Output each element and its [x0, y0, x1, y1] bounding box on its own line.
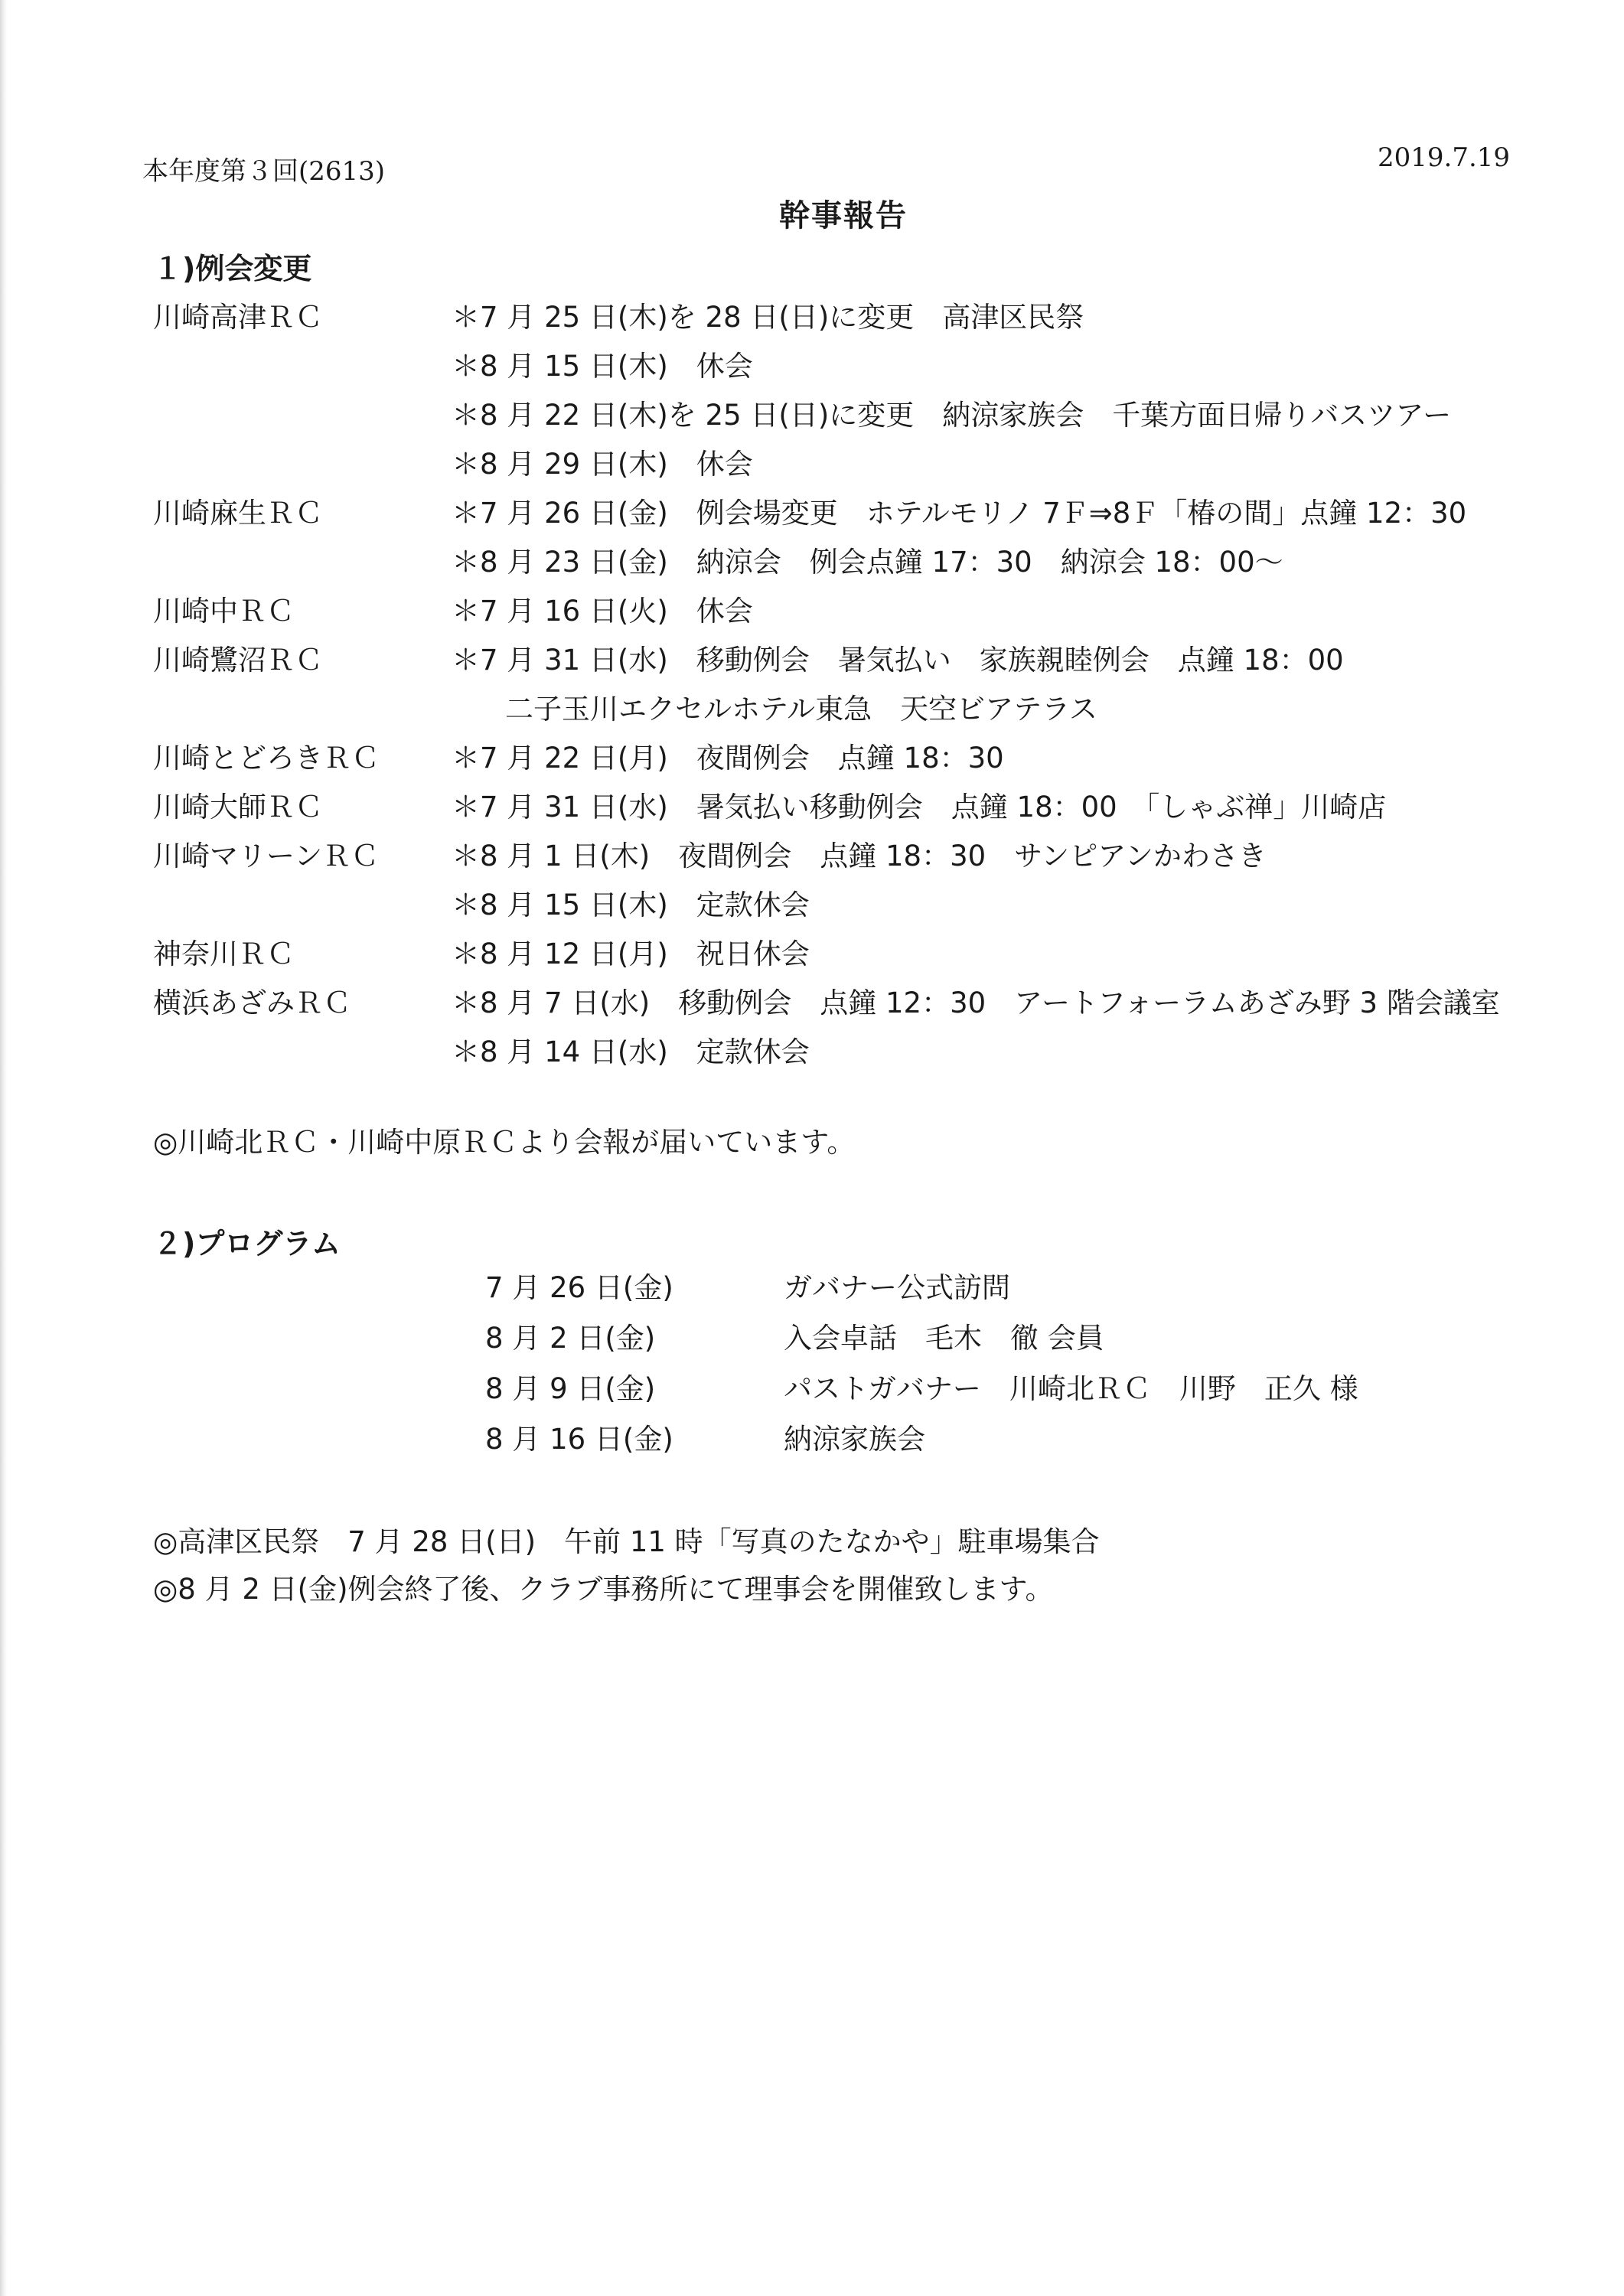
- list-item: [0, 1029, 1624, 1067]
- page-title: 幹事報告: [779, 198, 908, 233]
- list-item: [0, 1264, 1624, 1303]
- club-name: 川崎高津ＲＣ: [153, 301, 323, 334]
- program-item: パストガバナー 川崎北ＲＣ 川野 正久 様: [784, 1372, 1358, 1405]
- list-item: [0, 1365, 1624, 1404]
- change-detail: ＊8 月 1 日(木) 夜間例会 点鐘 18：30 サンピアンかわさき: [452, 840, 1267, 872]
- issue-number: 本年度第３回(2613): [142, 156, 386, 187]
- program-item: 入会卓話 毛木 徹 会員: [784, 1322, 1104, 1355]
- list-item: [0, 1315, 1624, 1353]
- change-detail: ＊8 月 29 日(木) 休会: [452, 448, 753, 481]
- program-item: ガバナー公式訪問: [784, 1271, 1010, 1304]
- change-detail: ＊7 月 26 日(金) 例会場変更 ホテルモリノ 7Ｆ⇒8Ｆ「椿の間」点鐘 12：30: [452, 497, 1467, 530]
- change-detail: ＊8 月 12 日(月) 祝日休会: [452, 938, 810, 970]
- club-name: 横浜あざみＲＣ: [153, 987, 351, 1019]
- section-heading-program: ２)プログラム: [153, 1227, 341, 1261]
- list-item: [0, 539, 1624, 577]
- change-detail: ＊8 月 7 日(水) 移動例会 点鐘 12：30 アートフォーラムあざみ野 3 階会議室: [452, 987, 1500, 1019]
- program-date: 8 月 2 日(金): [485, 1322, 656, 1355]
- change-detail: ＊7 月 25 日(木)を 28 日(日)に変更 高津区民祭: [452, 301, 1084, 334]
- change-detail: ＊7 月 22 日(月) 夜間例会 点鐘 18：30: [452, 742, 1004, 775]
- program-date: 8 月 16 日(金): [485, 1423, 673, 1456]
- change-detail: ＊8 月 23 日(金) 納涼会 例会点鐘 17：30 納涼会 18：00～: [452, 546, 1283, 579]
- list-item: [0, 833, 1624, 871]
- change-detail: ＊8 月 14 日(水) 定款休会: [452, 1035, 810, 1068]
- club-name: 神奈川ＲＣ: [153, 938, 295, 970]
- program-item: 納涼家族会: [784, 1423, 925, 1456]
- change-detail: ＊8 月 15 日(木) 休会: [452, 350, 753, 383]
- change-detail: ＊8 月 22 日(木)を 25 日(日)に変更 納涼家族会 千葉方面日帰りバスツアー: [452, 399, 1452, 432]
- list-item: [0, 637, 1624, 675]
- club-name: 川崎鷺沼ＲＣ: [153, 644, 323, 677]
- list-item: [0, 1416, 1624, 1454]
- list-item: [0, 392, 1624, 430]
- club-name: 川崎麻生ＲＣ: [153, 497, 323, 530]
- program-date: 7 月 26 日(金): [485, 1271, 673, 1304]
- club-name: 川崎中ＲＣ: [153, 595, 295, 628]
- club-name: 川崎大師ＲＣ: [153, 791, 323, 823]
- list-item: [0, 441, 1624, 479]
- list-item: [0, 980, 1624, 1018]
- change-detail-continued: 二子玉川エクセルホテル東急 天空ビアテラス: [505, 693, 1098, 726]
- program-date: 8 月 9 日(金): [485, 1372, 656, 1405]
- list-item: [0, 588, 1624, 626]
- change-detail: ＊7 月 16 日(火) 休会: [452, 595, 753, 628]
- festival-note: ◎高津区民祭 7 月 28 日(日) 午前 11 時「写真のたなかや」駐車場集合: [153, 1525, 1100, 1558]
- board-meeting-note: ◎8 月 2 日(金)例会終了後、クラブ事務所にて理事会を開催致します。: [153, 1573, 1054, 1606]
- club-name: 川崎とどろきＲＣ: [153, 742, 380, 775]
- change-detail: ＊8 月 15 日(木) 定款休会: [452, 889, 810, 921]
- list-item: [0, 735, 1624, 773]
- report-date: 2019.7.19: [1378, 142, 1511, 173]
- section-heading-meeting-changes: １)例会変更: [153, 252, 312, 285]
- club-name: 川崎マリーンＲＣ: [153, 840, 380, 872]
- list-item: [0, 294, 1624, 332]
- list-item: [0, 686, 1624, 724]
- list-item: [0, 931, 1624, 969]
- change-detail: ＊7 月 31 日(水) 移動例会 暑気払い 家族親睦例会 点鐘 18：00: [452, 644, 1344, 677]
- change-detail: ＊7 月 31 日(水) 暑気払い移動例会 点鐘 18：00 「しゃぶ禅」川崎店: [452, 791, 1387, 823]
- newsletter-note: ◎川崎北ＲＣ・川崎中原ＲＣより会報が届いています。: [153, 1126, 856, 1159]
- list-item: [0, 784, 1624, 822]
- list-item: [0, 882, 1624, 920]
- list-item: [0, 490, 1624, 528]
- list-item: [0, 343, 1624, 381]
